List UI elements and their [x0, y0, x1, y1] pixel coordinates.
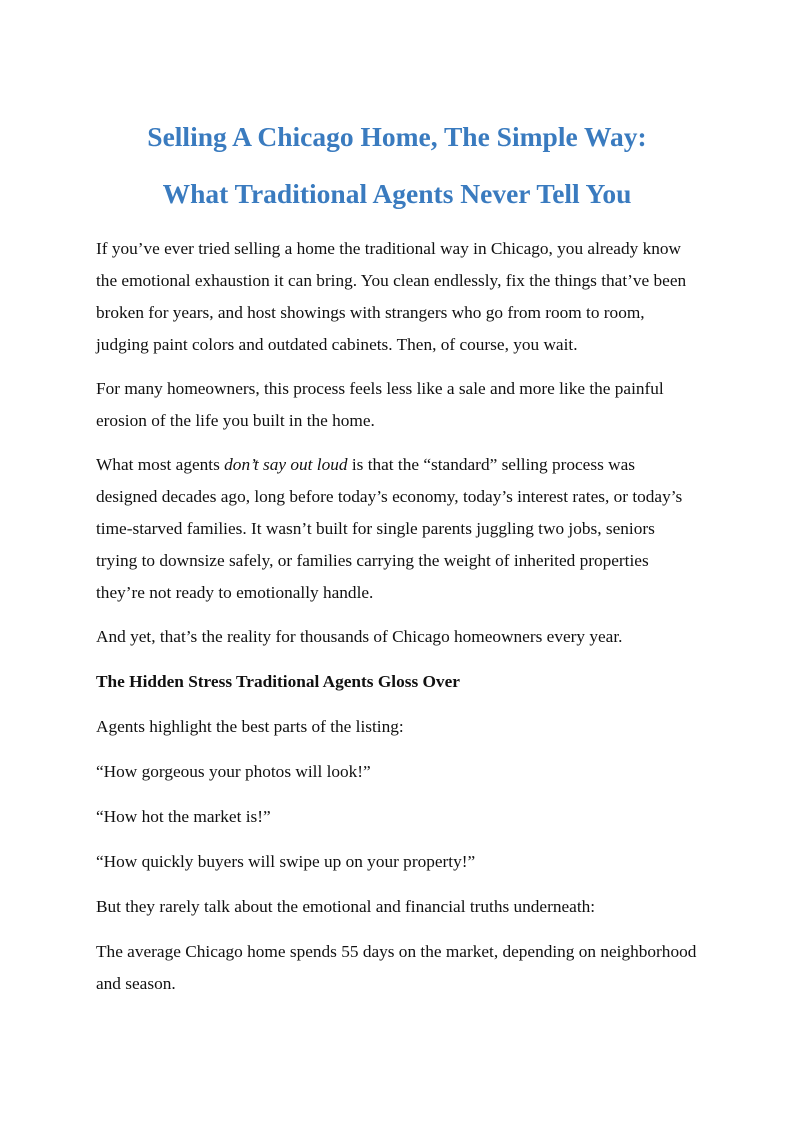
title-line-1: Selling A Chicago Home, The Simple Way: [147, 121, 647, 152]
quote-market: “How hot the market is!” [96, 807, 271, 826]
paragraph-agents-rest: is that the “standard” selling process was designed decades ago, long before today’s economy, today’s interest rates, or today’s time-starved families. It wasn’t built for single parents juggling two jobs, seniors trying to downsize safely, or families carrying the weight of inherited properties they’re not ready to emotionally handle. [96, 455, 683, 602]
quote-photos: “How gorgeous your photos will look!” [96, 762, 371, 781]
paragraph-agents-emphasis: don’t say out loud [224, 455, 348, 474]
quote-buyers: “How quickly buyers will swipe up on your property!” [96, 852, 476, 871]
paragraph-agents-start: What most agents [96, 455, 225, 474]
paragraph-truths: But they rarely talk about the emotional and financial truths underneath: [96, 897, 596, 916]
paragraph-intro: If you’ve ever tried selling a home the traditional way in Chicago, you already know the emotional exhaustion it can bring. You clean endlessly, fix the things that’ve been broken for years, and host showings with strangers who go from room to room, judging paint colors and outdated cabinets. Then, of course, you wait. [96, 239, 687, 354]
title-line-2: What Traditional Agents Never Tell You [162, 178, 632, 209]
paragraph-highlights: Agents highlight the best parts of the listing: [96, 717, 404, 736]
paragraph-agents [96, 449, 698, 609]
section-heading-hidden-stress: The Hidden Stress Traditional Agents Gloss Over [96, 672, 460, 691]
article-body [96, 233, 698, 1000]
paragraph-days-on-market: The average Chicago home spends 55 days on the market, depending on neighborhood and season. [96, 942, 697, 993]
paragraph-reality: And yet, that’s the reality for thousands of Chicago homeowners every year. [96, 627, 623, 646]
document-title [96, 108, 698, 222]
document-page [96, 108, 698, 1012]
paragraph-erosion: For many homeowners, this process feels less like a sale and more like the painful erosion of the life you built in the home. [96, 379, 664, 430]
